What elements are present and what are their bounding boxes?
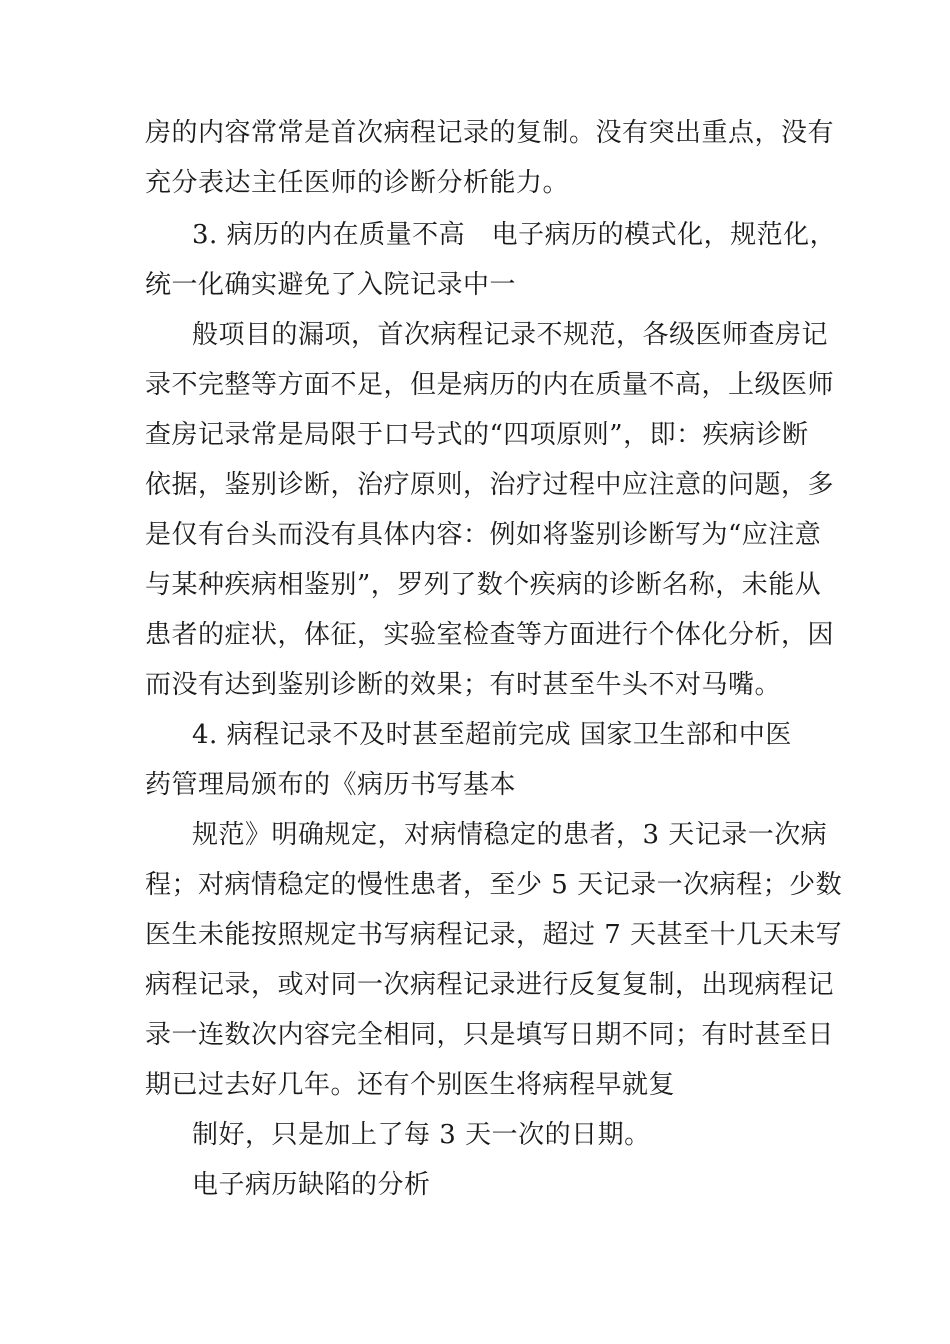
paragraph-line: 病程记录，或对同一次病程记录进行反复复制，出现病程记 [145,970,835,1000]
paragraph-line: 依据，鉴别诊断，治疗原则，治疗过程中应注意的问题，多 [145,470,835,500]
paragraph-line: 制好，只是加上了每 3 天一次的日期。 [192,1120,651,1150]
paragraph-line: 般项目的漏项，首次病程记录不规范，各级医师查房记 [192,320,829,350]
paragraph-line: 是仅有台头而没有具体内容：例如将鉴别诊断写为“应注意 [145,520,822,550]
section-heading-line: 3. 病历的内在质量不高 电子病历的模式化，规范化， [192,220,837,250]
paragraph-line: 程；对病情稳定的慢性患者，至少 5 天记录一次病程；少数 [145,870,843,900]
paragraph-line: 房的内容常常是首次病程记录的复制。没有突出重点，没有 [145,118,835,148]
paragraph-line: 与某种疾病相鉴别”，罗列了数个疾病的诊断名称，未能从 [145,570,822,600]
paragraph-line: 录一连数次内容完全相同，只是填写日期不同；有时甚至日 [145,1020,835,1050]
paragraph-line: 而没有达到鉴别诊断的效果；有时甚至牛头不对马嘴。 [145,670,782,700]
paragraph-line: 充分表达主任医师的诊断分析能力。 [145,168,570,198]
paragraph-line: 查房记录常是局限于口号式的“四项原则”，即：疾病诊断 [145,420,809,450]
paragraph-line: 统一化确实避免了入院记录中一 [145,270,517,300]
section-heading-line: 电子病历缺陷的分析 [192,1170,431,1200]
paragraph-line: 期已过去好几年。还有个别医生将病程早就复 [145,1070,676,1100]
paragraph-line: 患者的症状，体征，实验室检查等方面进行个体化分析，因 [145,620,835,650]
paragraph-line: 录不完整等方面不足，但是病历的内在质量不高，上级医师 [145,370,835,400]
paragraph-line: 规范》明确规定，对病情稳定的患者，3 天记录一次病 [192,820,828,850]
paragraph-line: 医生未能按照规定书写病程记录，超过 7 天甚至十几天未写 [145,920,843,950]
paragraph-line: 药管理局颁布的《病历书写基本 [145,770,517,800]
section-heading-line: 4. 病程记录不及时甚至超前完成 国家卫生部和中医 [192,720,792,750]
